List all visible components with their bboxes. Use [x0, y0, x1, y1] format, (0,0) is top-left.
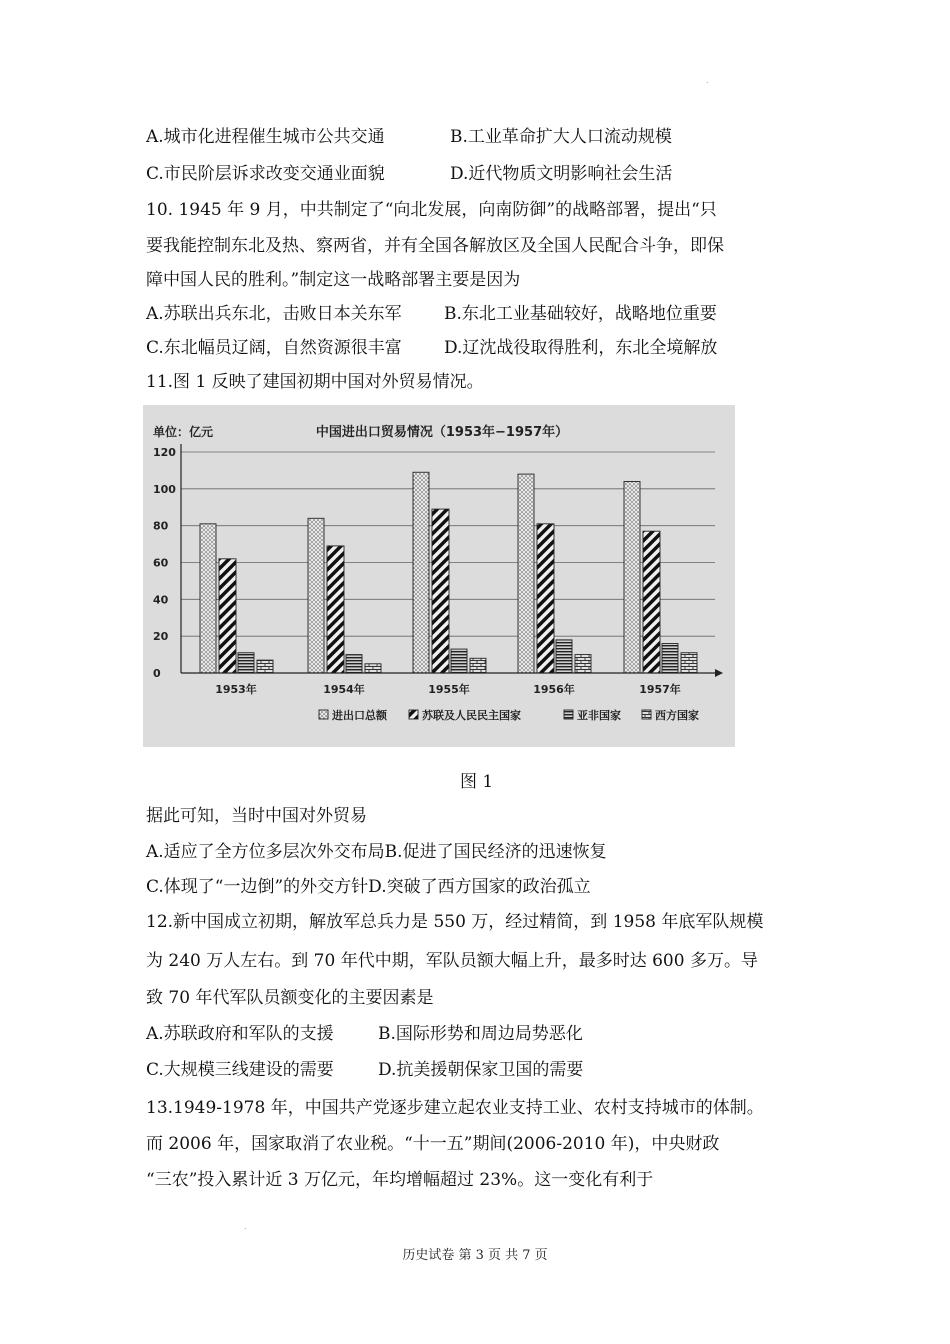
q12-option-a: A.苏联政府和军队的支援: [146, 1024, 334, 1044]
page-footer: 历史试卷 第 3 页 共 7 页: [402, 1248, 548, 1263]
y-tick-label: 120: [153, 446, 176, 459]
legend-label: 亚非国家: [577, 709, 621, 722]
q11-options-ab: A.适应了全方位多层次外交布局B.促进了国民经济的迅速恢复: [146, 842, 607, 862]
q11-options-cd: C.体现了“一边倒”的外交方针D.突破了西方国家的政治孤立: [146, 877, 591, 897]
bar-total: [518, 474, 534, 673]
legend-label: 进出口总额: [332, 709, 387, 722]
q13-stem-line-3: “三农”投入累计近 3 万亿元，年均增幅超过 23%。这一变化有利于: [146, 1170, 654, 1190]
bar-afro-asian: [556, 640, 572, 673]
bar-total: [413, 472, 429, 673]
y-tick-label: 0: [153, 667, 161, 680]
bar-soviet-bloc: [219, 559, 236, 673]
scan-speck: .: [244, 1222, 247, 1231]
q12-option-b: B.国际形势和周边局势恶化: [378, 1024, 583, 1044]
bar-western: [257, 660, 273, 673]
y-tick-label: 40: [153, 593, 169, 607]
q9-option-d: D.近代物质文明影响社会生活: [450, 164, 673, 184]
q13-stem-line-2: 而 2006 年，国家取消了农业税。“十一五”期间(2006-2010 年)，中央财政: [146, 1134, 720, 1154]
legend-swatch: [319, 710, 328, 719]
q10-stem-line-1: 10. 1945 年 9 月，中共制定了“向北发展，向南防御”的战略部署，提出“只: [146, 200, 717, 220]
figure-caption: 图 1: [460, 772, 494, 792]
bar-total: [624, 481, 640, 673]
bar-total: [308, 518, 324, 673]
bar-soviet-bloc: [327, 546, 344, 673]
y-tick-label: 20: [153, 630, 169, 644]
y-tick-label: 60: [153, 556, 169, 570]
bar-afro-asian: [346, 655, 362, 673]
q10-stem-line-3: 障中国人民的胜利。”制定这一战略部署主要是因为: [146, 270, 521, 290]
bar-western: [575, 655, 591, 673]
q10-option-b: B.东北工业基础较好，战略地位重要: [444, 304, 717, 324]
legend-swatch: [642, 710, 651, 719]
chart-unit-label: 单位：亿元: [153, 425, 214, 439]
q10-stem-line-2: 要我能控制东北及热、察两省，并有全国各解放区及全国人民配合斗争，即保: [146, 236, 724, 256]
bar-afro-asian: [451, 649, 467, 673]
trade-chart-figure: [143, 405, 735, 747]
x-axis-arrow: [715, 669, 723, 677]
q12-stem-line-2: 为 240 万人左右。到 70 年代中期，军队员额大幅上升，最多时达 600 多万。导: [146, 951, 758, 971]
bar-soviet-bloc: [432, 509, 449, 673]
bar-soviet-bloc: [537, 524, 554, 673]
y-tick-label: 100: [153, 482, 176, 496]
legend-swatch: [409, 710, 418, 719]
trade-chart: [143, 405, 735, 747]
bar-total: [200, 524, 216, 673]
legend-swatch: [564, 710, 573, 719]
q13-stem-line-1: 13.1949-1978 年，中国共产党逐步建立起农业支持工业、农村支持城市的体制。: [146, 1098, 764, 1118]
bar-afro-asian: [662, 644, 678, 673]
q9-option-c: C.市民阶层诉求改变交通业面貌: [146, 164, 385, 184]
q11-stem: 据此可知，当时中国对外贸易: [146, 806, 367, 826]
scan-speck: .: [706, 76, 709, 85]
bar-soviet-bloc: [643, 531, 660, 673]
legend-label: 西方国家: [655, 709, 699, 722]
x-tick-label: 1957年: [639, 683, 681, 696]
q10-option-c: C.东北幅员辽阔，自然资源很丰富: [146, 338, 402, 358]
legend-label: 苏联及人民民主国家: [422, 709, 521, 722]
q12-option-c: C.大规模三线建设的需要: [146, 1060, 334, 1080]
y-tick-label: 80: [153, 519, 169, 533]
bar-western: [470, 658, 486, 673]
x-tick-label: 1953年: [215, 683, 257, 696]
q10-option-a: A.苏联出兵东北，击败日本关东军: [146, 304, 402, 324]
q9-option-b: B.工业革命扩大人口流动规模: [450, 127, 672, 147]
q12-stem-line-1: 12.新中国成立初期，解放军总兵力是 550 万，经过精简，到 1958 年底军队规模: [146, 912, 764, 932]
x-tick-label: 1956年: [533, 683, 575, 696]
q9-option-a: A.城市化进程催生城市公共交通: [146, 127, 385, 147]
q12-stem-line-3: 致 70 年代军队员额变化的主要因素是: [146, 988, 434, 1008]
q10-option-d: D.辽沈战役取得胜利，东北全境解放: [444, 338, 718, 358]
bar-afro-asian: [238, 653, 254, 673]
bar-western: [365, 664, 381, 673]
chart-title: 中国进出口贸易情况（1953年−1957年）: [315, 425, 569, 440]
bar-western: [681, 653, 697, 673]
q12-option-d: D.抗美援朝保家卫国的需要: [378, 1060, 584, 1080]
x-tick-label: 1954年: [323, 683, 365, 696]
x-tick-label: 1955年: [428, 683, 470, 696]
q11-intro: 11.图 1 反映了建国初期中国对外贸易情况。: [146, 372, 484, 392]
